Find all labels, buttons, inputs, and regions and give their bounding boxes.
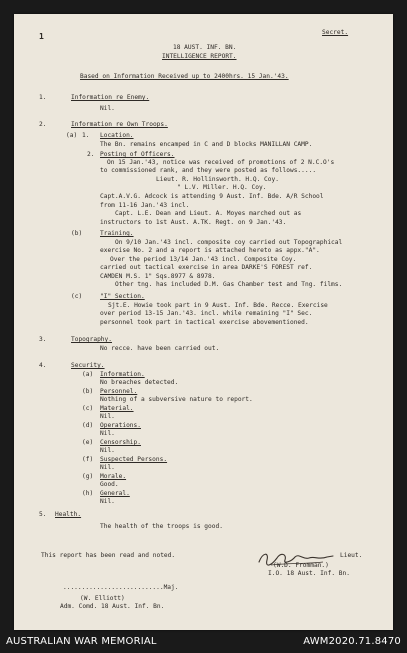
- i-section-line-2: over period 13-15 Jan.'43. incl. while remaining "I" Sec.: [100, 310, 313, 317]
- signatory-name: (W.D. Fromman.): [273, 562, 329, 569]
- noted-statement: This report has been read and noted.: [41, 552, 176, 559]
- section-3-heading: Topography.: [71, 336, 112, 343]
- training-line-5: CAMDEN M.S. 1" Sqs.8977 & 8978.: [100, 273, 216, 280]
- section-1-number: 1.: [39, 94, 47, 101]
- training-heading: Training.: [100, 230, 134, 237]
- section-1-heading: Information re Enemy.: [71, 94, 150, 101]
- security-item-label: (h): [82, 490, 94, 497]
- section-2a-label: (a): [66, 132, 78, 139]
- security-item-heading: Information.: [100, 371, 145, 378]
- security-item-label: (f): [82, 456, 94, 463]
- location-heading: Location.: [100, 132, 134, 139]
- accession-number: AWM2020.71.8470: [303, 636, 401, 647]
- section-3-number: 3.: [39, 336, 47, 343]
- posting-line-6: from 11-16 Jan.'43 incl.: [100, 202, 190, 209]
- posting-line-8: instructors to 1st Aust. A.TK. Regt. on 9 Jan.'43.: [100, 219, 287, 226]
- section-5-heading: Health.: [55, 511, 82, 518]
- classification-label: Secret.: [322, 29, 349, 36]
- security-item-body: Nil.: [100, 447, 115, 454]
- location-body: The Bn. remains encamped in C and D blocks MANILLAN CAMP.: [100, 141, 313, 148]
- section-4-heading: Security.: [71, 362, 105, 369]
- section-1-body: Nil.: [100, 105, 115, 112]
- i-section-line-3: personnel took part in tactical exercise abovementioned.: [100, 319, 309, 326]
- security-item-heading: Morale.: [100, 473, 127, 480]
- posting-heading: Posting of Officers.: [100, 151, 175, 158]
- section-4-number: 4.: [39, 362, 47, 369]
- section-5-number: 5.: [39, 511, 47, 518]
- security-item-label: (b): [82, 388, 94, 395]
- document-page: [14, 14, 393, 630]
- security-item-heading: Suspected Persons.: [100, 456, 168, 463]
- security-item-label: (a): [82, 371, 94, 378]
- section-3-body: No recce. have been carried out.: [100, 345, 220, 352]
- security-item-heading: Censorship.: [100, 439, 141, 446]
- archive-footer: [0, 630, 407, 653]
- posting-line-3: Lieut. R. Hollinsworth. H.Q. Coy.: [156, 176, 279, 183]
- security-item-body: Nothing of a subversive nature to report.: [100, 396, 253, 403]
- section-2c-label: (c): [71, 293, 83, 300]
- security-item-body: Nil.: [100, 464, 115, 471]
- signatory-title: I.O. 18 Aust. Inf. Bn.: [268, 570, 350, 577]
- posting-line-4: " L.V. Miller. H.Q. Coy.: [177, 184, 267, 191]
- security-item-body: Nil.: [100, 413, 115, 420]
- section-2a2-number: 2.: [87, 151, 95, 158]
- countersign-name: (W. Elliott): [80, 595, 125, 602]
- signatory-rank: Lieut.: [340, 552, 363, 559]
- unit-heading: 18 AUST. INF. BN.: [173, 44, 237, 51]
- security-item-heading: Material.: [100, 405, 134, 412]
- section-2-heading: Information re Own Troops.: [71, 121, 168, 128]
- top-mark: 1: [39, 32, 44, 41]
- training-line-4: carried out tactical exercise in area DARKE'S FOREST ref.: [100, 264, 313, 271]
- section-2b-label: (b): [71, 230, 83, 237]
- section-5-body: The health of the troops is good.: [100, 523, 223, 530]
- security-item-label: (e): [82, 439, 94, 446]
- posting-line-2: to commissioned rank, and they were posted as follows.....: [100, 167, 317, 174]
- security-item-body: Nil.: [100, 430, 115, 437]
- posting-line-5: Capt.A.V.G. Adcock is attending 9 Aust. Inf. Bde. A/R School: [100, 193, 324, 200]
- i-section-line-1: Sjt.E. Howie took part in 9 Aust. Inf. Bde. Recce. Exercise: [108, 302, 328, 309]
- posting-line-1: On 15 Jan.'43, notice was received of promotions of 2 N.C.O's: [107, 159, 335, 166]
- security-item-label: (c): [82, 405, 94, 412]
- countersign-line: ...........................Maj.: [63, 584, 179, 591]
- section-2a1-number: 1.: [82, 132, 90, 139]
- security-item-body: Good.: [100, 481, 119, 488]
- countersign-title: Adm. Comd. 18 Aust. Inf. Bn.: [60, 603, 165, 610]
- security-item-label: (d): [82, 422, 94, 429]
- training-line-3: Over the period 13/14 Jan.'43 incl. Composite Coy.: [110, 256, 297, 263]
- section-2-number: 2.: [39, 121, 47, 128]
- security-item-label: (g): [82, 473, 94, 480]
- report-title: INTELLIGENCE REPORT.: [162, 53, 237, 60]
- posting-line-7: Capt. L.E. Dean and Lieut. A. Moyes marched out as: [115, 210, 302, 217]
- training-line-2: exercise No. 2 and a report is attached hereto as appx."A".: [100, 247, 320, 254]
- training-line-6: Other tng. has included D.M. Gas Chamber test and Tng. films.: [115, 281, 343, 288]
- i-section-heading: "I" Section.: [100, 293, 145, 300]
- security-item-heading: Operations.: [100, 422, 141, 429]
- based-on-line: Based on Information Received up to 2400hrs. 15 Jan.'43.: [80, 73, 289, 80]
- training-line-1: On 9/10 Jan.'43 incl. composite coy carried out Topographical: [115, 239, 343, 246]
- archive-name: AUSTRALIAN WAR MEMORIAL: [6, 636, 157, 647]
- security-item-body: Nil.: [100, 498, 115, 505]
- security-item-heading: Personnel.: [100, 388, 138, 395]
- security-item-heading: General.: [100, 490, 130, 497]
- security-item-body: No breaches detected.: [100, 379, 179, 386]
